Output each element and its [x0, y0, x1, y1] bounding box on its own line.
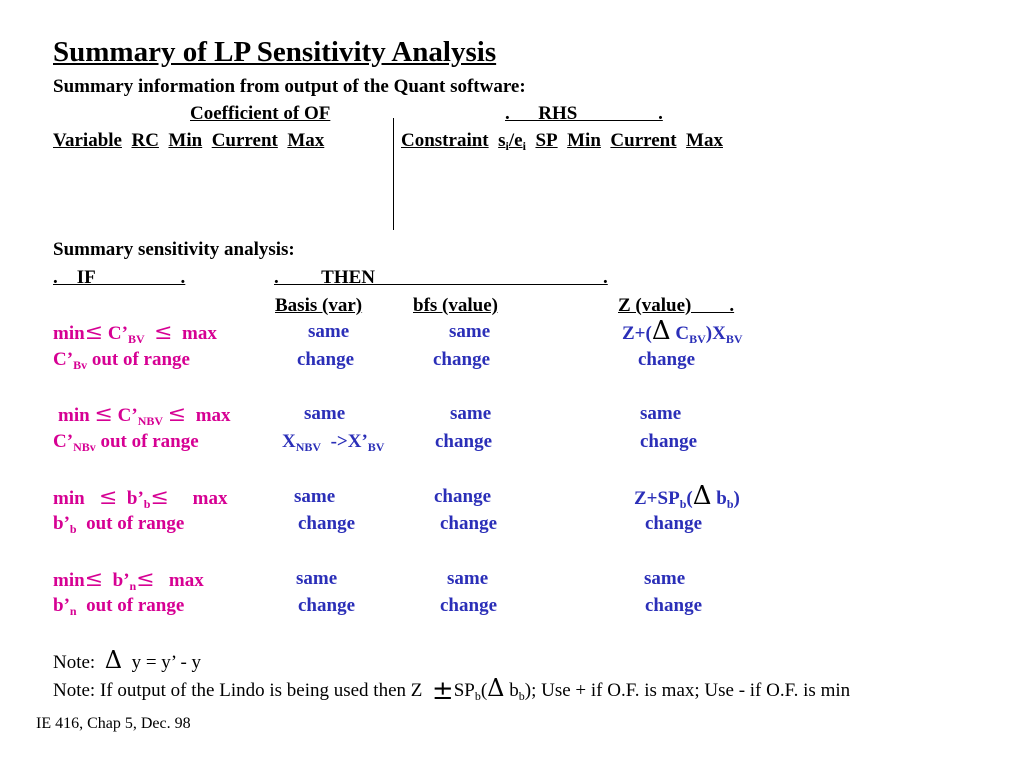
- delta-icon: Δ: [104, 646, 123, 674]
- page-title: Summary of LP Sensitivity Analysis: [53, 36, 497, 68]
- less-equal-icon: ≤: [98, 485, 118, 510]
- col-max: Max: [287, 130, 325, 151]
- note-lindo: Note: If output of the Lindo is being used then $Z \pm SP_b(\Delta$ $b_b$); Use + if O.F. is max; Use - if O.F. is min: [53, 674, 851, 706]
- row5-bfs: change: [434, 486, 491, 507]
- less-equal-icon: ≤: [136, 567, 155, 592]
- row1-basis: same: [308, 321, 350, 342]
- col-max: Max: [686, 130, 723, 151]
- row8-z: change: [645, 595, 702, 616]
- row4-condition: $C’_{NBv}$ out of range: [53, 431, 199, 454]
- row2-z: change: [638, 349, 695, 370]
- col-variable: Variable: [53, 130, 122, 151]
- row2-bfs: change: [433, 349, 490, 370]
- row5-condition: min ≤ $b’_b\le$ max: [53, 485, 228, 511]
- row3-basis: same: [304, 403, 346, 424]
- row1-condition: $\min\le C’_{BV} \le \max$: [53, 320, 217, 346]
- col-si-ei: $s_i/e_i$: [498, 130, 526, 153]
- less-equal-icon: ≤: [94, 402, 113, 427]
- row7-basis: same: [296, 568, 338, 589]
- row6-condition: $b’_b$ out of range: [53, 513, 185, 536]
- row4-z: change: [640, 431, 697, 452]
- row3-condition: $\min \le C’_{NBV} \le \max$: [58, 402, 231, 428]
- summary-heading: Summary sensitivity analysis:: [53, 239, 295, 260]
- row1-z: Z+(Δ $C_{BV})X_{BV}$: [622, 316, 743, 346]
- coef-of-header: Coefficient of OF: [190, 103, 331, 124]
- note-delta: Note: Δ y = y’ - y: [53, 646, 202, 674]
- row8-bfs: change: [440, 595, 497, 616]
- subtitle: Summary information from output of the Quant software:: [53, 76, 526, 97]
- col-min: Min: [567, 130, 601, 151]
- row8-basis: change: [298, 595, 355, 616]
- row6-bfs: change: [440, 513, 497, 534]
- row7-condition: $\min\le b’_n\le$ max: [53, 567, 204, 593]
- rhs-header: . RHS .: [505, 103, 663, 124]
- row4-bfs: change: [435, 431, 492, 452]
- less-equal-icon: ≤: [154, 320, 173, 345]
- z-value-header: Z (value) .: [618, 295, 735, 316]
- row2-basis: change: [297, 349, 354, 370]
- less-equal-icon: ≤: [84, 567, 104, 592]
- if-header: . IF .: [53, 267, 186, 288]
- col-rc: RC: [131, 130, 159, 151]
- less-equal-icon: ≤: [84, 320, 104, 345]
- col-constraint: Constraint: [401, 130, 489, 151]
- basis-var-header: Basis (var): [275, 295, 363, 316]
- row6-z: change: [645, 513, 702, 534]
- variable-columns: [53, 131, 324, 150]
- col-current: Current: [610, 130, 677, 151]
- row8-condition: $b’_n$ out of range: [53, 595, 185, 618]
- row7-z: same: [644, 568, 686, 589]
- row3-bfs: same: [450, 403, 492, 424]
- delta-icon: Δ: [487, 674, 505, 702]
- col-sp: SP: [535, 130, 558, 151]
- row7-bfs: same: [447, 568, 489, 589]
- constraint-columns: [401, 130, 723, 153]
- row5-basis: same: [294, 486, 336, 507]
- row6-basis: change: [298, 513, 355, 534]
- col-min: Min: [168, 130, 203, 151]
- footer-course-info: IE 416, Chap 5, Dec. 98: [36, 715, 191, 732]
- bfs-value-header: bfs (value): [413, 295, 498, 316]
- row3-z: same: [640, 403, 682, 424]
- delta-icon: Δ: [651, 316, 671, 346]
- row1-bfs: same: [449, 321, 491, 342]
- row4-basis: $X_{NBV}$ $->X’_{BV}$: [282, 431, 385, 454]
- then-header: . THEN .: [274, 267, 608, 288]
- plus-minus-icon: ±: [431, 676, 454, 706]
- row5-z: $Z+SP_b(\Delta$ $b_b$): [634, 481, 740, 511]
- row2-condition: $C’_{Bv}$ out of range: [53, 349, 190, 372]
- less-equal-icon: ≤: [150, 485, 169, 510]
- col-current: Current: [211, 130, 278, 151]
- delta-icon: Δ: [692, 481, 712, 511]
- less-equal-icon: ≤: [167, 402, 187, 427]
- column-divider: [393, 118, 394, 230]
